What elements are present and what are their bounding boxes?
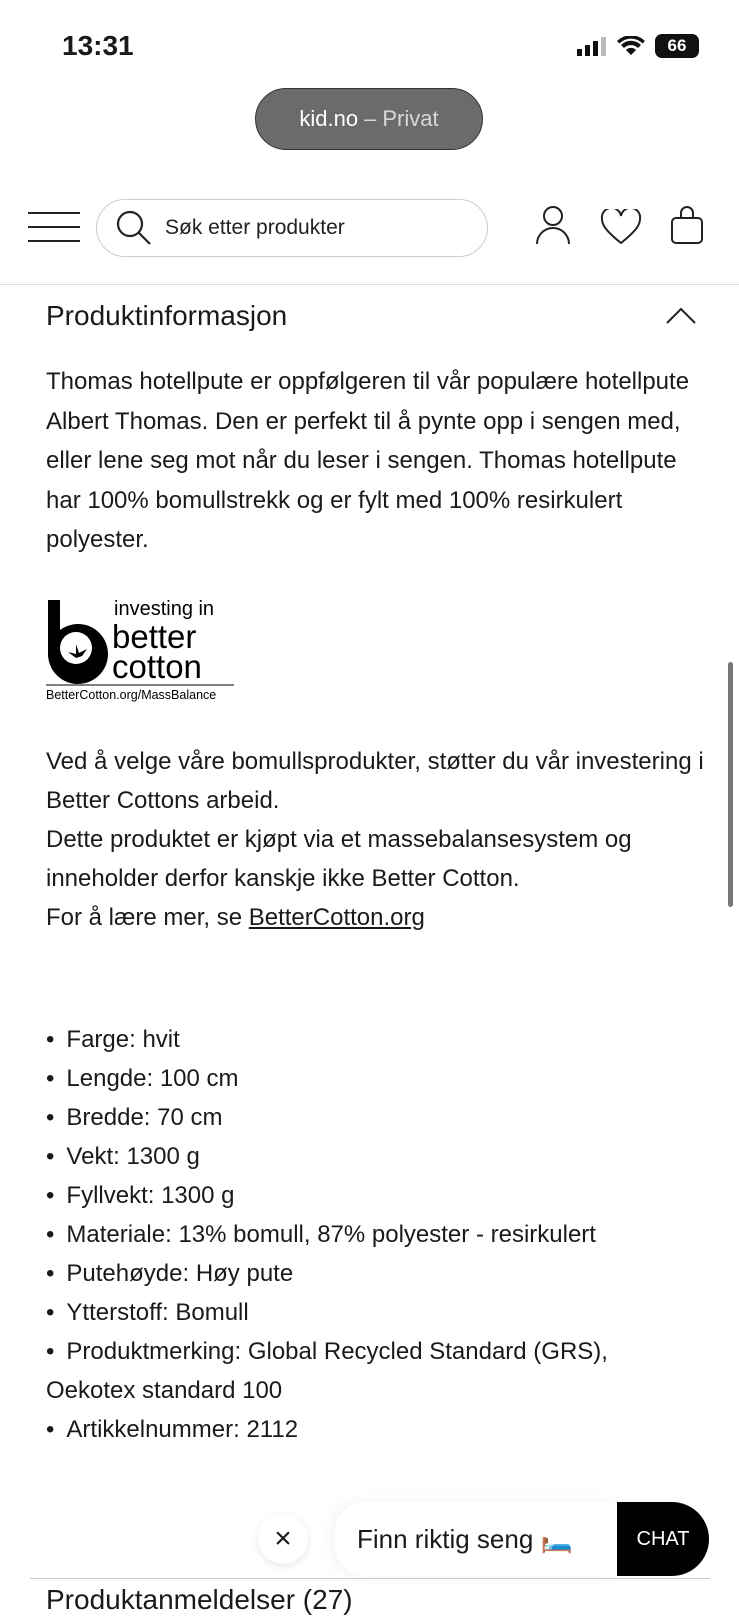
private-mode-label: Privat <box>382 106 439 131</box>
list-item: • Ytterstoff: Bomull <box>46 1293 686 1332</box>
list-item: • Materiale: 13% bomull, 87% polyester - resirkulert <box>46 1215 686 1254</box>
scrollbar[interactable] <box>728 662 733 907</box>
svg-text:investing in: investing in <box>114 598 215 620</box>
reviews-section-title[interactable]: Produktanmeldelser (27) <box>46 1584 353 1615</box>
battery-indicator: 66 <box>655 34 699 58</box>
cart-bag-icon[interactable] <box>670 205 704 245</box>
domain: kid.no <box>299 106 359 131</box>
clock: 13:31 <box>62 30 134 61</box>
list-item: • Bredde: 70 cm <box>46 1098 686 1137</box>
svg-text:cotton: cotton <box>112 648 202 685</box>
list-item: • Lengde: 100 cm <box>46 1059 686 1098</box>
list-item: • Vekt: 1300 g <box>46 1137 686 1176</box>
better-cotton-logo <box>46 598 236 707</box>
status-bar <box>0 0 739 90</box>
site-header <box>0 195 739 285</box>
separator: – <box>364 106 377 131</box>
list-item: • Putehøyde: Høy pute <box>46 1254 686 1293</box>
find-bed-button[interactable]: Finn riktig seng 🛏️ <box>335 1502 620 1576</box>
wishlist-heart-icon[interactable] <box>600 209 642 245</box>
chat-button[interactable]: CHAT <box>617 1502 709 1576</box>
address-bar[interactable] <box>255 88 483 150</box>
better-cotton-link[interactable]: BetterCotton.org <box>248 904 425 931</box>
account-icon[interactable] <box>535 205 571 245</box>
bc-paragraph-3: For å lære mer, se <box>46 904 249 931</box>
menu-icon[interactable] <box>28 212 80 242</box>
bc-paragraph-2: Dette produktet er kjøpt via et massebalansesystem og inneholder derfor kanskje ikke Better Cotton. <box>46 826 632 892</box>
list-item: • Produktmerking: Global Recycled Standard (GRS), Oekotex standard 100 <box>46 1332 686 1410</box>
list-item: • Fyllvekt: 1300 g <box>46 1176 686 1215</box>
product-description: Thomas hotellpute er oppfølgeren til vår populære hotellpute Albert Thomas. Den er perfekt til å pynte opp i sengen med, eller lene seg mot når du leser i sengen. Thomas hotellpute har 100% bomullstrekk og er fylt med 100% resirkulert polyester. <box>46 368 690 553</box>
svg-text:BetterCotton.org/MassBalance: BetterCotton.org/MassBalance <box>46 688 217 702</box>
better-cotton-text <box>46 742 706 937</box>
list-item: • Artikkelnummer: 2112 <box>46 1410 686 1449</box>
bc-paragraph-1: Ved å velge våre bomullsprodukter, støtter du vår investering i Better Cottons arbeid. <box>46 748 704 814</box>
list-item: • Farge: hvit <box>46 1020 686 1059</box>
chevron-up-icon[interactable] <box>665 306 697 326</box>
search-placeholder: Søk etter produkter <box>165 216 345 239</box>
spec-list <box>46 1020 686 1449</box>
wifi-icon <box>617 36 645 56</box>
divider <box>30 1578 710 1579</box>
svg-text:better: better <box>112 618 197 655</box>
search-input[interactable] <box>96 199 488 257</box>
signal-icon <box>577 36 607 56</box>
search-icon <box>115 209 153 247</box>
section-title[interactable]: Produktinformasjon <box>46 300 288 331</box>
close-widget-button[interactable]: × <box>258 1514 308 1564</box>
